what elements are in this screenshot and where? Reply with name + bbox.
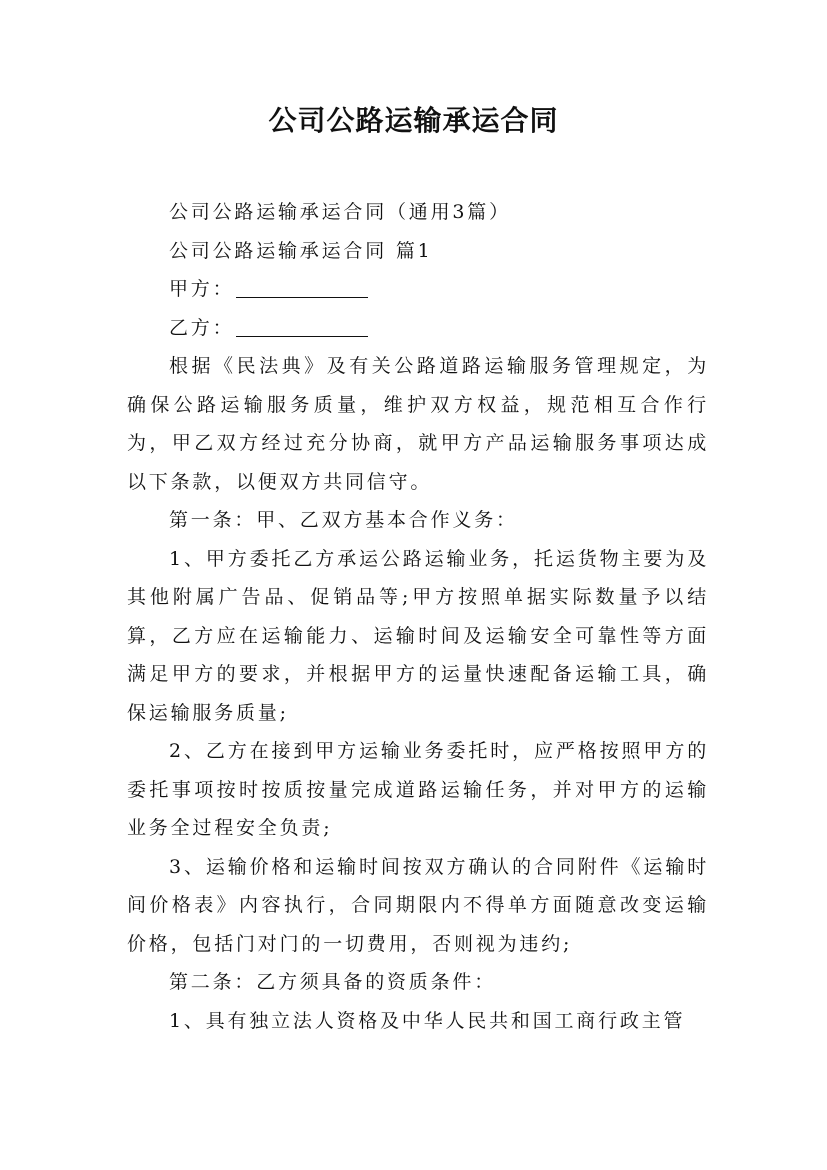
- party-b-label: 乙方：: [169, 316, 235, 339]
- body-paragraph: 2、乙方在接到甲方运输业务委托时，应严格按照甲方的委托事项按时按质按量完成道路运输任务，并对甲方的运输业务全过程安全负责;: [127, 740, 709, 839]
- clause-heading: 第一条：甲、乙双方基本合作义务：: [169, 509, 518, 531]
- section-heading: 公司公路运输承运合同 篇1: [169, 239, 433, 262]
- party-b-line: [127, 309, 709, 348]
- body-paragraph: 3、运输价格和运输时间按双方确认的合同附件《运输时间价格表》内容执行，合同期限内不得单方面随意改变运输价格，包括门对门的一切费用，否则视为违约;: [127, 855, 709, 955]
- party-b-blank: [236, 316, 368, 337]
- body-paragraph: 1、具有独立法人资格及中华人民共和国工商行政主管: [169, 1009, 686, 1032]
- party-a-line: [127, 270, 709, 309]
- document-title: 公司公路运输承运合同: [268, 104, 559, 137]
- body-paragraph: 1、甲方委托乙方承运公路运输业务，托运货物主要为及其他附属广告品、促销品等;甲方按照单据实际数量予以结算，乙方应在运输能力、运输时间及运输安全可靠性等方面满足甲方的要求，并根据甲方的运量快速配备运输工具，确保运输服务质量;: [127, 547, 709, 724]
- subtitle-paragraph: 公司公路运输承运合同（通用3篇）: [169, 201, 511, 223]
- clause-heading: 第二条：乙方须具备的资质条件：: [169, 971, 497, 993]
- document-body: [127, 193, 709, 1040]
- party-a-blank: [236, 277, 368, 298]
- party-a-label: 甲方：: [169, 278, 235, 300]
- body-paragraph: 根据《民法典》及有关公路道路运输服务管理规定，为确保公路运输服务质量，维护双方权益，规范相互合作行为，甲乙双方经过充分协商，就甲方产品运输服务事项达成以下条款，以便双方共同信守。: [127, 355, 709, 493]
